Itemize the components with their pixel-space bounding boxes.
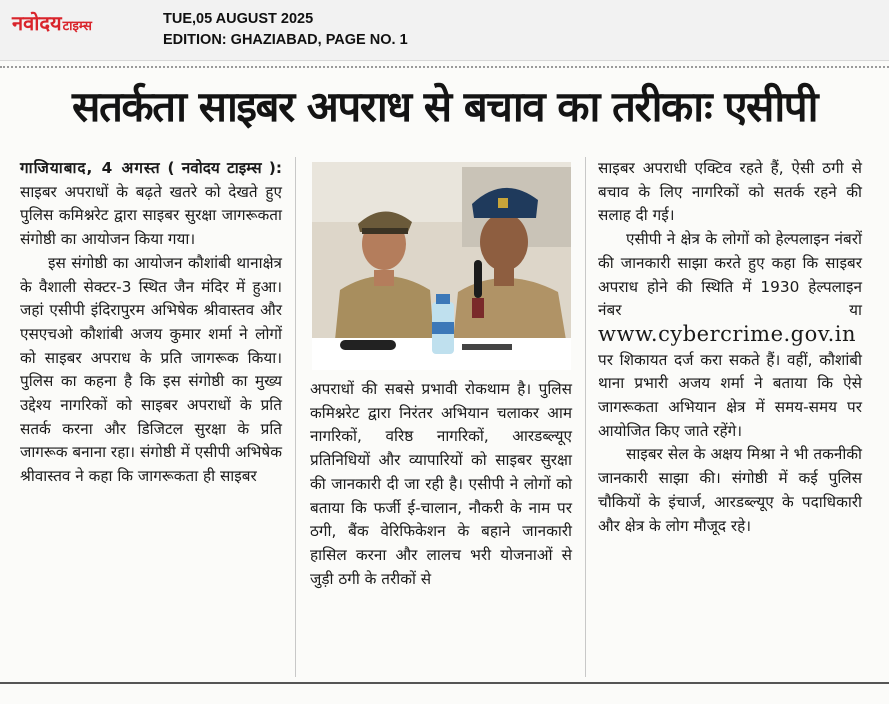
- article-headline: सतर्कता साइबर अपराध से बचाव का तरीकाः एसीपी: [72, 82, 817, 131]
- edition-page: EDITION: GHAZIABAD, PAGE NO. 1: [163, 32, 408, 48]
- paragraph-2: इस संगोष्ठी का आयोजन कौशांबी थानाक्षेत्र के वैशाली सेक्टर-3 स्थित जैन मंदिर में हुआ। जहां एसीपी इंदिरापुरम अभिषेक श्रीवास्तव और एसएचओ कौशांबी अजय कुमार शर्मा ने लोगों को साइबर अपराध के प्रति जागरूक किया। पुलिस का कहना है कि इस संगोष्ठी का मुख्य उद्देश्य नागरिकों को साइबर अपराधों के प्रति सतर्क करना और डिजिटल सुरक्षा के प्रति जागरूक बनाना रहा। संगोष्ठी में एसीपी अभिषेक श्रीवास्तव ने कहा कि जागरूकता ही साइबर: [20, 253, 282, 486]
- issue-date: TUE,05 AUGUST 2025: [163, 11, 314, 27]
- news-photo: [312, 162, 571, 370]
- newspaper-logo: [12, 9, 92, 36]
- column-2: [310, 378, 572, 591]
- masthead-bar: [0, 0, 889, 61]
- logo-main-text: नवोदय: [12, 11, 62, 35]
- complaint-text: पर शिकायत दर्ज करा सकते हैं। वहीं, कौशांबी थाना प्रभारी अजय शर्मा ने बताया कि ऐसे जागरूकता अभियान क्षेत्र में समय-समय पर आयोजित किए जाते रहेंगे।: [598, 350, 862, 440]
- column-3-paragraph-1: साइबर अपराधी एक्टिव रहते हैं, ऐसी ठगी से बचाव के लिए नागरिकों को सतर्क रहने की सलाह दी गई।: [598, 159, 862, 225]
- lead-paragraph: [20, 157, 282, 252]
- column-3-paragraph-3: साइबर सेल के अक्षय मिश्रा ने भी तकनीकी जानकारी साझा की। संगोष्ठी में कई पुलिस चौकियों के इंचार्ज, आरडब्ल्यूए के पदाधिकारी और क्षेत्र के लोग मौजूद रहे।: [598, 445, 862, 535]
- dateline: गाजियाबाद, 4 अगस्त: [20, 159, 161, 177]
- column-1: [20, 157, 282, 489]
- column-3-paragraph-2: [598, 228, 862, 443]
- bottom-strip: [0, 686, 889, 704]
- cybercrime-url: www.cybercrime.gov.in: [598, 321, 857, 346]
- column-divider-1: [295, 157, 296, 677]
- column-3: [598, 157, 862, 538]
- logo-sub-text: टाइम्स: [62, 19, 92, 34]
- helpline-text: एसीपी ने क्षेत्र के लोगों को हेल्पलाइन नंबरों की जानकारी साझा करते हुए कहा कि साइबर अपराध होने की स्थिति में 1930 हेल्पलाइन नंबर या: [598, 230, 862, 320]
- column-2-text: अपराधों की सबसे प्रभावी रोकथाम है। पुलिस कमिश्नरेट द्वारा निरंतर अभियान चलाकर आम नागरिकों, वरिष्ठ नागरिकों, आरडब्ल्यूए प्रतिनिधियों और व्यापारियों को साइबर सुरक्षा की जानकारी दी जा रही है। एसीपी ने लोगों को बताया कि फर्जी ई-चालान, नौकरी के नाम पर ठगी, बैंक वेरिफिकेशन के बहाने जानकारी हासिल करना और लालच भरी योजनाओं से जुड़ी ठगी के तरीकों से: [310, 380, 572, 588]
- top-dotted-rule: [0, 66, 889, 68]
- source-credit: ( नवोदय टाइम्स ):: [167, 159, 282, 177]
- bottom-rule: [0, 682, 889, 684]
- column-divider-2: [585, 157, 586, 677]
- edition-info: [163, 9, 408, 51]
- lead-text: साइबर अपराधों के बढ़ते खतरे को देखते हुए पुलिस कमिश्नरेट द्वारा साइबर सुरक्षा जागरूकता संगोष्ठी का आयोजन किया गया।: [20, 182, 282, 249]
- photo-police-officers-image: [312, 162, 571, 370]
